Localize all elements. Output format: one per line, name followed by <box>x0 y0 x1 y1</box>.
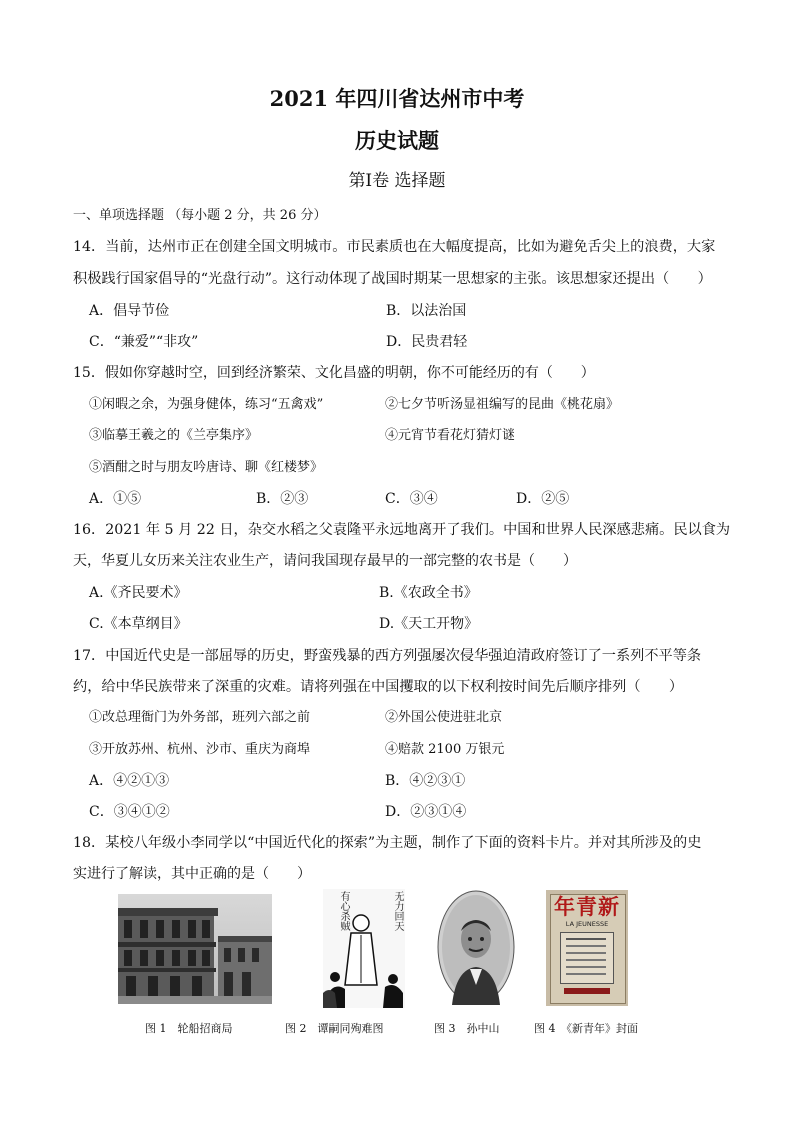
q14-option-d: D．民贵君轻 <box>386 334 468 350</box>
q15-item-2: ②七夕节听汤显祖编写的昆曲《桃花扇》 <box>385 397 620 412</box>
magazine-title: 年青新 <box>554 894 620 919</box>
q14-option-c: C．“兼爱”“非攻” <box>89 334 199 350</box>
question-14-line-1: 14．当前，达州市正在创建全国文明城市。市民素质也在大幅度提高，比如为避免舌尖上的浪费，大家 <box>73 239 716 255</box>
q16-option-c: C.《本草纲目》 <box>89 616 188 632</box>
q15-option-d: D．②⑤ <box>516 491 570 507</box>
question-14-line-2: 积极践行国家倡导的“光盘行动”。这行动体现了战国时期某一思想家的主张。该思想家还提出（ ） <box>73 271 712 287</box>
q17-item-2: ②外国公使进驻北京 <box>385 710 503 725</box>
question-18-line-1: 18．某校八年级小李同学以“中国近代化的探索”为主题，制作了下面的资料卡片。并对其所涉及的史 <box>73 835 702 851</box>
question-16-line-2: 天，华夏儿女历来关注农业生产，请问我国现存最早的一部完整的农书是（ ） <box>73 553 577 569</box>
q17-option-a: A．④②①③ <box>89 773 170 789</box>
q15-item-5: ⑤酒酣之时与朋友吟唐诗、聊《红楼梦》 <box>89 460 324 475</box>
q15-option-a: A．①⑤ <box>89 491 142 507</box>
question-17-line-2: 约，给中华民族带来了深重的灾难。请将列强在中国攫取的以下权利按时间先后顺序排列（ ） <box>73 679 684 695</box>
illustration-text-right: 无力回天 <box>392 891 403 931</box>
figure-2-caption: 图 2 谭嗣同殉难图 <box>285 1022 384 1035</box>
building-photo-icon <box>118 894 272 1004</box>
portrait-photo-icon <box>436 889 516 1005</box>
q15-option-b: B．②③ <box>256 491 309 507</box>
volume-heading: 第Ⅰ卷 选择题 <box>348 171 446 191</box>
question-16-line-1: 16．2021 年 5 月 22 日，杂交水稻之父袁隆平永远地离开了我们。中国和世界人民深感悲痛。民以食为 <box>73 522 731 538</box>
q17-item-4: ④赔款 2100 万银元 <box>385 742 505 757</box>
q14-option-a: A．倡导节俭 <box>89 303 170 319</box>
exam-title: 2021 年四川省达州市中考 <box>269 86 525 111</box>
q15-option-c: C．③④ <box>385 491 438 507</box>
q16-option-d: D.《天工开物》 <box>379 616 479 632</box>
martyr-illustration-icon <box>323 889 405 1008</box>
figure-4-caption: 图 4 《新青年》封面 <box>534 1022 638 1035</box>
q14-option-b: B．以法治国 <box>386 303 467 319</box>
q16-option-b: B.《农政全书》 <box>379 585 478 601</box>
q15-item-4: ④元宵节看花灯猜灯谜 <box>385 428 516 443</box>
magazine-subtitle: LA JEUNESSE <box>565 920 609 928</box>
magazine-cover-icon <box>546 890 628 1006</box>
exam-subtitle: 历史试题 <box>355 128 439 153</box>
illustration-text-left: 有心杀贼 <box>338 891 349 931</box>
q17-item-1: ①改总理衙门为外务部，班列六部之前 <box>89 710 311 725</box>
question-18-line-2: 实进行了解读，其中正确的是（ ） <box>73 866 311 882</box>
figure-1-caption: 图 1 轮船招商局 <box>145 1022 233 1035</box>
q17-option-c: C．③④①② <box>89 804 170 820</box>
q16-option-a: A.《齐民要术》 <box>89 585 188 601</box>
question-17-line-1: 17．中国近代史是一部屈辱的历史，野蛮残暴的西方列强屡次侵华强迫清政府签订了一系列不平等条 <box>73 648 702 664</box>
question-15-line-1: 15．假如你穿越时空，回到经济繁荣、文化昌盛的明朝，你不可能经历的有（ ） <box>73 365 595 381</box>
q17-option-d: D．②③①④ <box>385 804 467 820</box>
q15-item-3: ③临摹王羲之的《兰亭集序》 <box>89 428 259 443</box>
q17-option-b: B．④②③① <box>385 773 466 789</box>
q17-item-3: ③开放苏州、杭州、沙市、重庆为商埠 <box>89 742 311 757</box>
section-heading: 一、单项选择题 （每小题 2 分，共 26 分） <box>73 208 327 223</box>
q15-item-1: ①闲暇之余，为强身健体，练习“五禽戏” <box>89 397 324 412</box>
figure-3-caption: 图 3 孙中山 <box>434 1022 500 1035</box>
